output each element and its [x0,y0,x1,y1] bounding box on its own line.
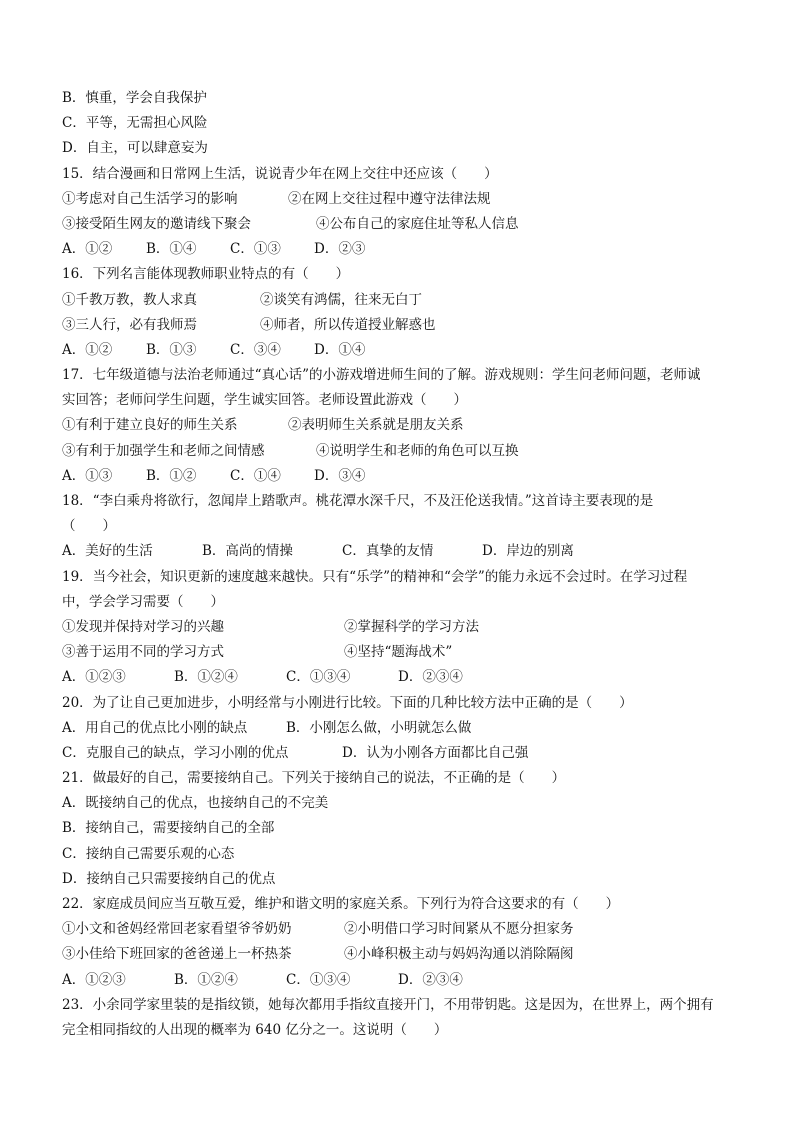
q18-choice-c: C．真挚的友情 [342,543,434,560]
q17-statement-3: ③有利于加强学生和老师之间情感 [62,442,265,459]
q15-statements-row-2 [62,212,742,237]
q20-choice-d: D．认为小刚各方面都比自己强 [342,744,529,761]
q15-statement-4: ④公布自己的家庭住址等私人信息 [316,215,519,232]
q18-choice-a: A．美好的生活 [62,543,153,560]
q22-statements-row-2 [62,942,742,967]
q22-statements-row-1 [62,917,742,942]
q15-choice-b: B．①④ [146,241,197,258]
q22-choice-b: B．①②④ [174,971,238,988]
q19-statement-3: ③善于运用不同的学习方式 [62,644,224,661]
q16-choices [62,338,742,363]
q22-statement-4: ④小峰积极主动与妈妈沟通以消除隔阂 [344,946,574,963]
q20-choice-c: C．克服自己的缺点，学习小刚的优点 [62,744,289,761]
q19-statement-4: ④坚持“题海战术” [344,644,453,661]
q19-stem-line-1: 19．当今社会，知识更新的速度越来越快。只有“乐学”的精神和“会学”的能力永远不会过时。在学习过程 [62,568,688,585]
q19-choices [62,665,742,690]
q19-choice-b: B．①②④ [174,669,238,686]
q17-choice-b: B．①② [146,467,197,484]
q16-stem: 16．下列名言能体现教师职业特点的有（ ） [62,266,350,283]
q20-stem: 20．为了让自己更加进步，小明经常与小刚进行比较。下面的几种比较方法中正确的是（ ） [62,694,633,711]
q16-statement-4: ④师者，所以传道授业解惑也 [260,316,436,333]
q16-statements-row-1 [62,288,742,313]
option-b: B．慎重，学会自我保护 [62,90,207,106]
q18-stem-line-2: （ ） [62,518,116,535]
q15-choices [62,237,742,262]
q19-stem-line-2: 中，学会学习需要（ ） [62,593,224,610]
q15-choice-d: D．②③ [314,241,366,258]
q17-statement-4: ④说明学生和老师的角色可以互换 [316,442,519,459]
exam-page [62,86,742,1043]
option-c: C．平等，无需担心风险 [62,115,208,132]
q17-stem-line-1: 17．七年级道德与法治老师通过“真心话”的小游戏增进师生间的了解。游戏规则：学生问老师问题，老师诚 [62,367,701,384]
q19-statements-row-2 [62,640,742,665]
q19-choice-c: C．①③④ [286,669,351,686]
q21-choice-d: D．接纳自己只需要接纳自己的优点 [62,870,276,887]
q15-stem: 15．结合漫画和日常网上生活，说说青少年在网上交往中还应该（ ） [62,165,498,182]
option-d: D．自主，可以肆意妄为 [62,140,208,157]
q15-choice-c: C．①③ [230,241,281,258]
q20-choice-a: A．用自己的优点比小刚的缺点 [62,719,248,736]
q16-choice-b: B．①③ [146,341,197,358]
q20-choices-row-2 [62,741,742,766]
q17-choice-c: C．①④ [230,467,281,484]
q20-choices-row-1 [62,716,742,741]
q21-stem: 21．做最好的自己，需要接纳自己。下列关于接纳自己的说法，不正确的是（ ） [62,770,566,787]
q16-choice-a: A．①② [62,341,113,358]
q21-choice-b: B．接纳自己，需要接纳自己的全部 [62,820,275,837]
q20-choice-b: B．小刚怎么做，小明就怎么做 [286,719,472,736]
q22-choices [62,968,742,993]
q17-statements-row-2 [62,439,742,464]
q17-stem-line-2: 实回答；老师问学生问题，学生诚实回答。老师设置此游戏（ ） [62,392,467,409]
q16-choice-d: D．①④ [314,341,366,358]
q19-statement-2: ②掌握科学的学习方法 [344,618,479,635]
q22-statement-1: ①小文和爸妈经常回老家看望爷爷奶奶 [62,921,292,938]
q16-statement-3: ③三人行，必有我师焉 [62,316,197,333]
q17-statement-2: ②表明师生关系就是朋友关系 [288,417,464,434]
q22-choice-d: D．②③④ [398,971,463,988]
q22-statement-2: ②小明借口学习时间紧从不愿分担家务 [344,921,574,938]
q19-statement-1: ①发现并保持对学习的兴趣 [62,618,224,635]
q18-choice-b: B．高尚的情操 [202,543,293,560]
q21-choice-c: C．接纳自己需要乐观的心态 [62,845,235,862]
q18-stem-line-1: 18．“李白乘舟将欲行，忽闻岸上踏歌声。桃花潭水深千尺，不及汪伦送我情。”这首诗主要表现的是 [62,493,654,509]
q17-choice-a: A．①③ [62,467,113,484]
q22-choice-c: C．①③④ [286,971,351,988]
q16-statement-1: ①千教万教，教人求真 [62,291,197,308]
q15-statements-row-1 [62,187,742,212]
q15-choice-a: A．①② [62,241,113,258]
q19-choice-d: D．②③④ [398,669,463,686]
q21-choice-a: A．既接纳自己的优点，也接纳自己的不完美 [62,795,329,812]
q17-choice-d: D．③④ [314,467,366,484]
q22-stem: 22．家庭成员间应当互敬互爱，维护和谐文明的家庭关系。下列行为符合这要求的有（ ） [62,896,620,912]
q15-statement-3: ③接受陌生网友的邀请线下聚会 [62,215,251,232]
q17-statement-1: ①有利于建立良好的师生关系 [62,417,238,434]
q23-stem-line-2: 完全相同指纹的人出现的概率为 640 亿分之一。这说明（ ） [62,1021,448,1038]
q16-choice-c: C．③④ [230,341,281,358]
q17-statements-row-1 [62,413,742,438]
q17-choices [62,464,742,489]
q15-statement-1: ①考虑对自己生活学习的影响 [62,190,238,207]
q15-statement-2: ②在网上交往过程中遵守法律法规 [288,190,491,207]
q22-choice-a: A．①②③ [62,971,126,988]
q16-statement-2: ②谈笑有鸿儒，往来无白丁 [260,291,422,308]
q23-stem-line-1: 23．小余同学家里装的是指纹锁，她每次都用手指纹直接开门，不用带钥匙。这是因为，在世界上，两个拥有 [62,996,714,1013]
q16-statements-row-2 [62,313,742,338]
q18-choice-d: D．岸边的别离 [482,543,574,560]
q22-statement-3: ③小佳给下班回家的爸爸递上一杯热茶 [62,946,292,963]
q18-choices [62,539,742,564]
q19-choice-a: A．①②③ [62,669,126,686]
q19-statements-row-1 [62,615,742,640]
